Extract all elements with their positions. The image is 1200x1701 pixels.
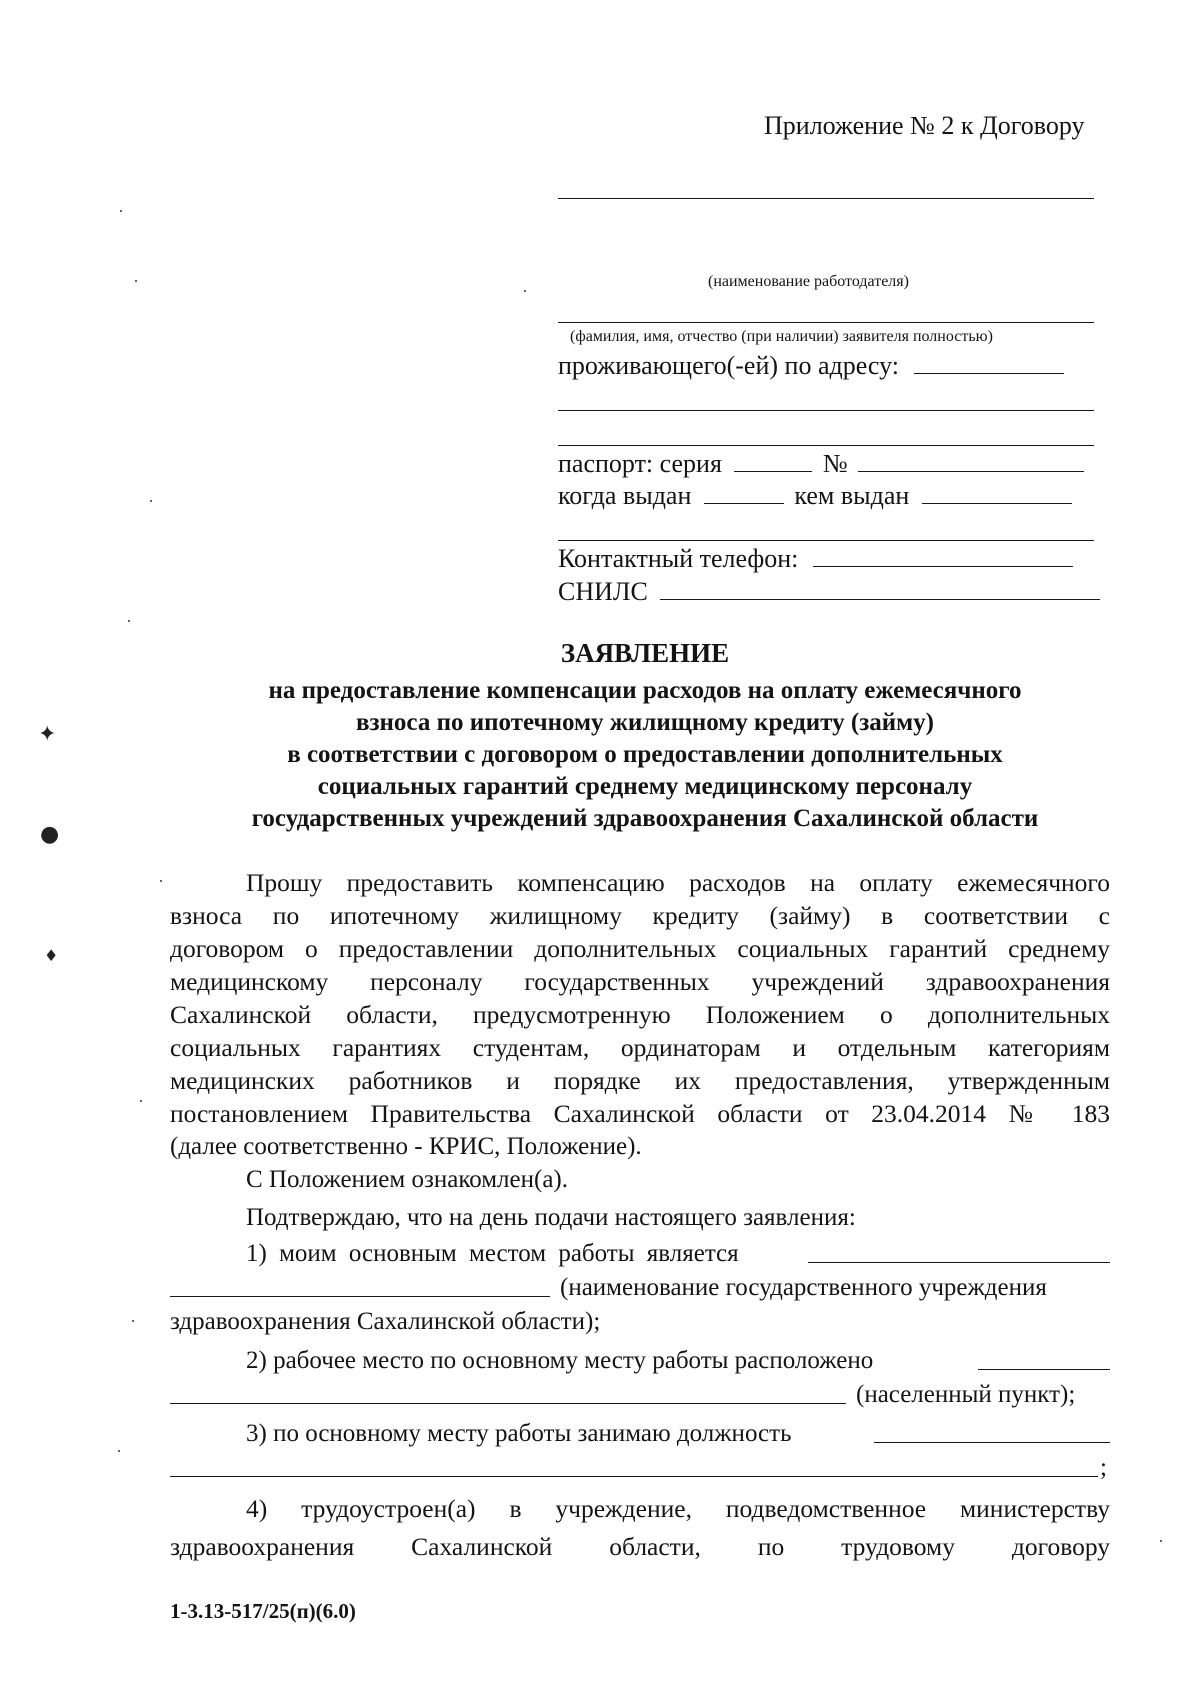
item-1-row <box>246 1238 739 1269</box>
snils-label: СНИЛС <box>558 577 648 606</box>
phone-row <box>558 543 1073 575</box>
item-1-caption: (наименование государственного учреждения <box>560 1274 1047 1301</box>
item-1-caption-cont: здравоохранения Сахалинской области); <box>170 1308 601 1335</box>
scan-speck <box>1160 1540 1162 1542</box>
issued-when-field[interactable] <box>704 481 784 504</box>
statement-subtitle-line-5: государственных учреждений здравоохранения Сахалинской области <box>251 805 1039 832</box>
employer-name-line[interactable] <box>558 198 1094 199</box>
phone-label: Контактный телефон: <box>558 544 799 573</box>
confirm-statement: Подтверждаю, что на день подачи настоящего заявления: <box>246 1204 856 1231</box>
scan-speck <box>135 280 137 282</box>
item-3-label: 3) по основному месту работы занимаю должность <box>246 1420 792 1447</box>
request-line-1: Прошу предоставить компенсацию расходов на оплату ежемесячного <box>246 868 1110 897</box>
item-3-position-field[interactable] <box>874 1442 1110 1443</box>
address-row <box>558 350 1064 382</box>
issued-by-field[interactable] <box>922 481 1072 504</box>
request-line-9: (далее соответственно - КРИС, Положение). <box>170 1133 642 1160</box>
scan-speck <box>150 500 152 502</box>
statement-subtitle-line-3: в соответствии с договором о предоставлении дополнительных <box>287 741 1003 768</box>
item-2-location-field[interactable] <box>978 1369 1110 1370</box>
request-line-8: постановлением Правительства Сахалинской области от 23.04.2014 № 183 <box>170 1099 1110 1128</box>
item-2-caption: (населенный пункт); <box>856 1381 1076 1408</box>
scan-speck <box>128 620 130 622</box>
issued-by-label: кем выдан <box>794 481 910 510</box>
issued-row <box>558 480 1072 512</box>
scan-speck <box>120 210 122 212</box>
request-line-3: договором о предоставлении дополнительных социальных гарантий среднему <box>170 934 1110 963</box>
scan-speck <box>160 880 162 882</box>
request-line-6: социальных гарантиях студентам, ординаторам и отдельным категориям <box>170 1033 1110 1062</box>
scan-speck <box>524 290 526 292</box>
address-label: проживающего(-ей) по адресу: <box>558 351 899 380</box>
address-field[interactable] <box>914 351 1064 374</box>
item-2-location-field-cont[interactable] <box>170 1403 846 1404</box>
employer-caption: (наименование работодателя) <box>708 273 909 290</box>
issued-by-line-2[interactable] <box>558 540 1094 541</box>
request-line-2: взноса по ипотечному жилищному кредиту (займу) в соответствии с <box>170 901 1110 930</box>
scan-blot-3: ♦ <box>44 946 59 965</box>
item-4-line-2: здравоохранения Сахалинской области, по трудовому договору <box>170 1532 1110 1561</box>
issued-when-label: когда выдан <box>558 481 692 510</box>
address-line-2[interactable] <box>558 410 1094 411</box>
snils-field[interactable] <box>660 577 1100 600</box>
passport-series-label: паспорт: серия <box>558 449 722 478</box>
passport-series-field[interactable] <box>734 449 812 472</box>
applicant-caption: (фамилия, имя, отчество (при наличии) заявителя полностью) <box>570 328 993 345</box>
scan-speck <box>118 1450 120 1452</box>
request-line-4: медицинскому персоналу государственных учреждений здравоохранения <box>170 967 1110 996</box>
snils-row <box>558 576 1100 608</box>
item-4-line-1: 4) трудоустроен(а) в учреждение, подведомственное министерству <box>246 1494 1110 1523</box>
statement-subtitle-line-4: социальных гарантий среднему медицинскому персоналу <box>317 773 973 800</box>
request-line-5: Сахалинской области, предусмотренную Положением о дополнительных <box>170 1000 1110 1029</box>
statement-subtitle-line-1: на предоставление компенсации расходов на оплату ежемесячного <box>268 677 1022 704</box>
scan-blot-1: ✦ <box>38 722 57 747</box>
item-3-position-field-cont[interactable] <box>170 1476 1098 1477</box>
item-2-label: 2) рабочее место по основному месту работы расположено <box>246 1347 874 1374</box>
appendix-reference: Приложение № 2 к Договору <box>764 111 1085 140</box>
item-1-workplace-field-cont[interactable] <box>170 1296 550 1297</box>
scan-speck <box>140 1100 142 1102</box>
statement-heading: ЗАЯВЛЕНИЕ <box>560 638 730 668</box>
passport-number-field[interactable] <box>858 449 1084 472</box>
item-1-label: 1) моим основным местом работы является <box>246 1240 739 1267</box>
statement-subtitle-line-2: взноса по ипотечному жилищному кредиту (займу) <box>355 709 935 736</box>
applicant-name-line[interactable] <box>558 322 1094 323</box>
document-code: 1-3.13-517/25(п)(6.0) <box>170 1599 356 1623</box>
scan-speck <box>132 1320 134 1322</box>
request-line-7: медицинских работников и порядке их предоставления, утвержденным <box>170 1066 1110 1095</box>
item-1-workplace-field[interactable] <box>808 1262 1110 1263</box>
passport-row <box>558 448 1084 480</box>
acquainted-statement: С Положением ознакомлен(а). <box>246 1166 568 1193</box>
address-line-3[interactable] <box>558 445 1094 446</box>
passport-number-label: № <box>822 449 848 478</box>
item-3-end: ; <box>1100 1454 1107 1481</box>
phone-field[interactable] <box>813 544 1073 567</box>
scan-blot-2: ● <box>40 822 60 847</box>
